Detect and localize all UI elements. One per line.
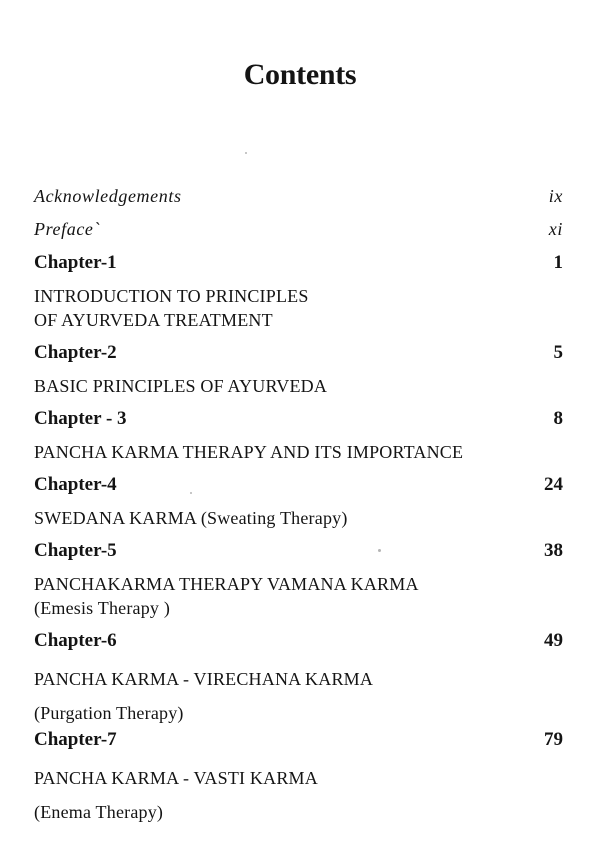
- chapter-description-line: (Purgation Therapy): [34, 703, 184, 723]
- chapter-page: 38: [544, 540, 563, 561]
- chapter-6-description: [34, 662, 373, 730]
- chapter-label: Chapter-2: [34, 342, 117, 363]
- toc-entry-page: xi: [548, 219, 563, 239]
- chapter-label: Chapter-1: [34, 252, 117, 273]
- scan-speck: [378, 549, 381, 552]
- chapter-page: 79: [544, 729, 563, 750]
- toc-entry-page: ix: [548, 186, 563, 206]
- chapter-description-line: PANCHAKARMA THERAPY VAMANA KARMA: [34, 574, 419, 594]
- scan-speck: [245, 152, 247, 154]
- chapter-4-description: [34, 506, 348, 530]
- chapter-2-description: [34, 374, 327, 398]
- chapter-label: Chapter-4: [34, 474, 117, 495]
- toc-entry-label: Preface`: [34, 219, 101, 239]
- chapter-description-line: PANCHA KARMA - VASTI KARMA: [34, 768, 318, 788]
- chapter-description-line: PANCHA KARMA THERAPY AND ITS IMPORTANCE: [34, 442, 464, 462]
- chapter-7-description: [34, 761, 318, 829]
- toc-entry-label: Acknowledgements: [34, 186, 182, 206]
- scan-speck: [190, 492, 192, 494]
- chapter-page: 5: [553, 342, 563, 363]
- chapter-description-line: INTRODUCTION TO PRINCIPLES: [34, 286, 309, 306]
- chapter-3-description: [34, 440, 463, 464]
- chapter-description-line: PANCHA KARMA - VIRECHANA KARMA: [34, 669, 374, 689]
- chapter-label: Chapter-6: [34, 630, 117, 651]
- chapter-description-line: OF AYURVEDA TREATMENT: [34, 310, 273, 330]
- chapter-page: 49: [544, 630, 563, 651]
- chapter-description-line: (Enema Therapy): [34, 802, 164, 822]
- chapter-label: Chapter-7: [34, 729, 117, 750]
- chapter-5-description: [34, 572, 419, 620]
- chapter-page: 8: [553, 408, 563, 429]
- chapter-page: 24: [544, 474, 563, 495]
- chapter-description-line: SWEDANA KARMA (Sweating Therapy): [34, 508, 348, 528]
- chapter-page: 1: [553, 252, 563, 273]
- chapter-1-description: [34, 284, 309, 332]
- page-title: Contents: [243, 58, 357, 91]
- chapter-description-line: BASIC PRINCIPLES OF AYURVEDA: [34, 376, 328, 396]
- chapter-label: Chapter - 3: [34, 408, 127, 429]
- chapter-label: Chapter-5: [34, 540, 117, 561]
- chapter-description-line: (Emesis Therapy ): [34, 598, 171, 618]
